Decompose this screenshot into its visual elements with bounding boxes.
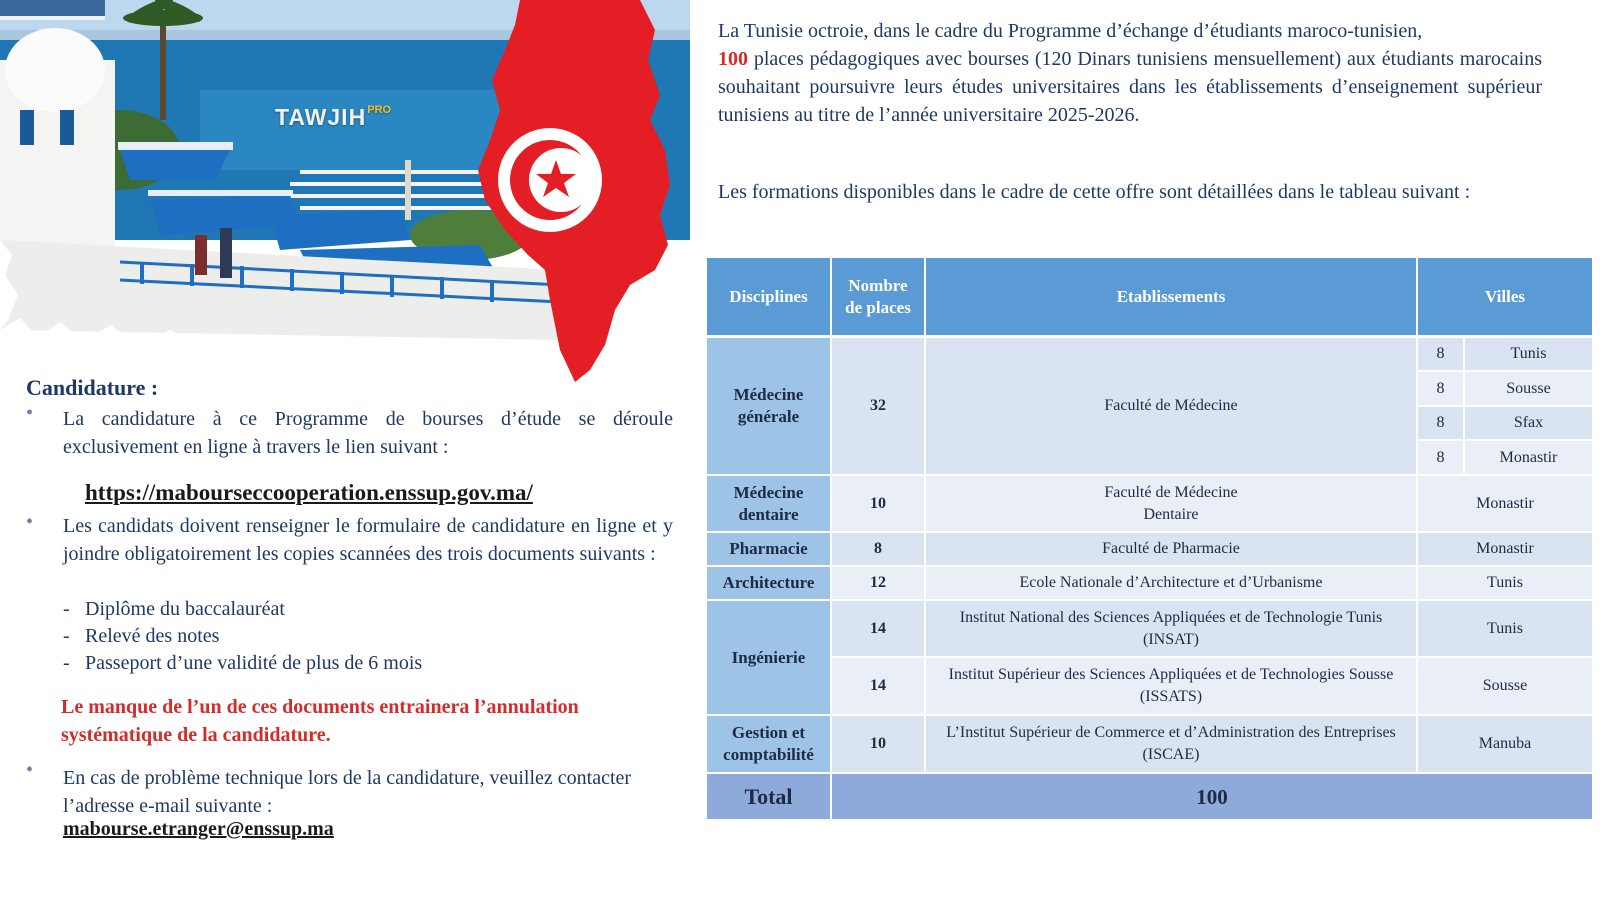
discipline-medecine-dentaire: Médecine dentaire — [707, 476, 830, 531]
etablissement-cell: Ecole Nationale d’Architecture et d’Urbanisme — [926, 567, 1416, 599]
city-cell: Sousse — [1418, 658, 1592, 714]
candidature-item-contact: En cas de problème technique lors de la candidature, veuillez contacter l’adresse e-mail suivante : — [63, 767, 632, 817]
places-cell: 10 — [832, 716, 924, 772]
total-value: 100 — [832, 774, 1592, 819]
places-cell: 10 — [832, 476, 924, 531]
discipline-medecine-generale: Médecine générale — [707, 338, 830, 474]
document-item: - Diplôme du baccalauréat — [63, 598, 285, 620]
contact-email-link[interactable]: mabourse.etranger@enssup.ma — [63, 818, 334, 840]
annulation-warning: Le manque de l’un de ces documents entrainera l’annulation systématique de la candidature. — [61, 696, 579, 746]
discipline-ingenierie: Ingénierie — [707, 601, 830, 714]
header-villes: Villes — [1418, 258, 1592, 335]
places-count: 100 — [718, 48, 748, 70]
intro-paragraph: La Tunisie octroie, dans le cadre du Programme d’échange d’étudiants maroco-tunisien, 100 places pédagogiques avec bourses (120 Dinars tunisiens mensuellement) aux étudiants marocains souhaitant poursuivre leurs études universitaires dans les établissements d’enseignement supérieur tunisiens au titre de l’année universitaire 2025-2026. — [718, 20, 1542, 126]
city-cell: Monastir — [1465, 441, 1592, 474]
document-item: - Relevé des notes — [63, 625, 220, 647]
discipline-gestion: Gestion et comptabilité — [707, 716, 830, 772]
etablissement-cell: Faculté de Médecine — [926, 338, 1416, 474]
city-cell: Monastir — [1418, 476, 1592, 531]
places-cell: 14 — [832, 658, 924, 714]
header-places: Nombre de places — [832, 258, 924, 335]
bullet-icon: • — [26, 511, 34, 533]
hero-image — [0, 0, 690, 395]
places-cell: 8 — [832, 533, 924, 565]
header-etablissements: Etablissements — [926, 258, 1416, 335]
city-cell: Sousse — [1465, 372, 1592, 405]
city-places-cell: 8 — [1418, 338, 1463, 370]
document-item: - Passeport d’une validité de plus de 6 mois — [63, 652, 423, 674]
application-link[interactable]: https://mabourseccooperation.enssup.gov.ma/ — [85, 480, 533, 505]
bullet-icon: • — [26, 759, 34, 781]
candidature-item-online: La candidature à ce Programme de bourses d’étude se déroule exclusivement en ligne à travers le lien suivant : — [63, 408, 673, 458]
total-label: Total — [707, 774, 830, 819]
city-places-cell: 8 — [1418, 407, 1463, 439]
candidature-item-documents: Les candidats doivent renseigner le formulaire de candidature en ligne et y joindre obligatoirement les copies scannées des trois documents suivants : — [63, 515, 673, 565]
places-cell: 14 — [832, 601, 924, 656]
city-cell: Sfax — [1465, 407, 1592, 439]
city-cell: Manuba — [1418, 716, 1592, 772]
candidature-heading: Candidature : — [26, 375, 159, 400]
bullet-icon: • — [26, 402, 34, 424]
city-cell: Tunis — [1418, 601, 1592, 656]
etablissement-cell: Faculté de Pharmacie — [926, 533, 1416, 565]
etablissement-cell: Institut National des Sciences Appliquées et de Technologie Tunis (INSAT) — [926, 601, 1416, 656]
city-cell: Tunis — [1418, 567, 1592, 599]
header-disciplines: Disciplines — [707, 258, 830, 335]
hero-illustration — [0, 0, 690, 395]
places-cell: 12 — [832, 567, 924, 599]
city-cell: Tunis — [1465, 338, 1592, 370]
etablissement-cell: Institut Supérieur des Sciences Appliquées et de Technologies Sousse (ISSATS) — [926, 658, 1416, 714]
city-cell: Monastir — [1418, 533, 1592, 565]
etablissement-cell: Faculté de Médecine Dentaire — [926, 476, 1416, 531]
discipline-architecture: Architecture — [707, 567, 830, 599]
city-places-cell: 8 — [1418, 441, 1463, 474]
discipline-pharmacie: Pharmacie — [707, 533, 830, 565]
places-cell: 32 — [832, 338, 924, 474]
tawjih-pro-logo: $TAWJIH^{PRO}$ — [275, 104, 392, 130]
etablissement-cell: L’Institut Supérieur de Commerce et d’Administration des Entreprises (ISCAE) — [926, 716, 1416, 772]
city-places-cell: 8 — [1418, 372, 1463, 405]
formations-paragraph: Les formations disponibles dans le cadre de cette offre sont détaillées dans le tableau suivant : — [718, 181, 1471, 203]
